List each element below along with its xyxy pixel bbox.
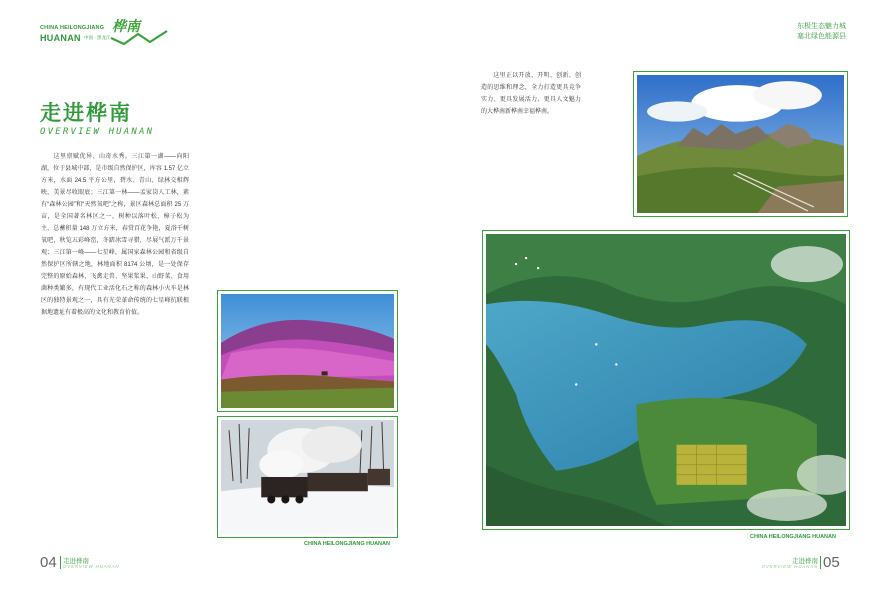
flower-hill-photo <box>221 294 394 408</box>
body-right-text: 这里正以开放、开明、创新、创造的思维和理念，全力打造更具竞争实力、更具发展活力、更具人文魅力的大桦南新桦南幸福桦南。 <box>481 73 581 115</box>
lake-aerial-photo <box>486 234 846 526</box>
body-paragraph-right <box>481 70 581 118</box>
flower-hill-photo-frame <box>217 290 398 412</box>
folio-subtitle-right: OVERVIEW HUANAN <box>761 564 818 569</box>
rock-peak-photo <box>637 75 844 213</box>
brand-logo <box>40 16 180 46</box>
photo-caption-left: CHINA HEILONGJIANG HUANAN <box>304 541 390 547</box>
folio-title-left: 走进桦南 <box>63 558 89 565</box>
folio-right <box>761 554 850 571</box>
brand-script-text: 桦南 <box>112 19 140 35</box>
page-number-right: 05 <box>823 554 840 571</box>
lake-aerial-photo-frame <box>482 230 850 530</box>
folio-divider-left <box>60 556 61 569</box>
tagline-line2: 塞北绿色能源县 <box>797 33 846 40</box>
brand-en-line2: HUANAN <box>40 33 81 43</box>
body-left-text: 这里禀赋优异、山奇水秀。三江第一湖——向阳湖，位于县城中部，是市级自然保护区，库容 1.57 亿立方米，水面 24.5 平方公里，碧水、青山、绿林交相辉映，美景尽收眼底；三江第一林——孟家岗人工林，素有“森林公园”和“天然氧吧”之称，景区森林总面积 25 万亩，是全国著名林区之一，树种以落叶松、樟子松为主，总蓄积量 148 万立方米，春赏百花争艳，夏浴千树氧吧，秋览五彩峰峦，冬踏冰雪寻猎，尽展气派万千景观；三江第一峰——七星峰，属国家森林公园和省级自然保护区所辖之地，林地面积 8174 公顷，是一处保存完整的原始森林，飞禽走兽、坚果浆果、山野菜、食用菌种类繁多，有现代工业活化石之称的森林小火车是林区的独特景观之一，具有光荣革命传统的七星峰抗联根据地遗址有着极高的文化和教育价值。 <box>41 154 189 316</box>
photo-caption-right: CHINA HEILONGJIANG HUANAN <box>750 534 836 540</box>
section-title: 走进桦南 <box>40 101 132 125</box>
folio-divider-right <box>820 556 821 569</box>
steam-train-photo-frame <box>217 416 398 538</box>
header-tagline <box>797 22 846 42</box>
folio-subtitle-left: OVERVIEW HUANAN <box>63 564 120 569</box>
brand-swoosh-icon <box>110 30 168 46</box>
folio-title-right: 走进桦南 <box>792 558 818 565</box>
section-subtitle: OVERVIEW HUANAN <box>40 127 155 137</box>
body-paragraph-left <box>41 151 189 319</box>
brand-en-line1: CHINA HEILONGJIANG <box>40 25 105 31</box>
page-number-left: 04 <box>40 554 57 571</box>
rock-peak-photo-frame <box>633 71 848 217</box>
brand-cn-small: 中国 · 黑龙江 <box>84 35 111 40</box>
steam-train-photo <box>221 420 394 534</box>
tagline-line1: 东极生态魅力城 <box>797 23 846 30</box>
